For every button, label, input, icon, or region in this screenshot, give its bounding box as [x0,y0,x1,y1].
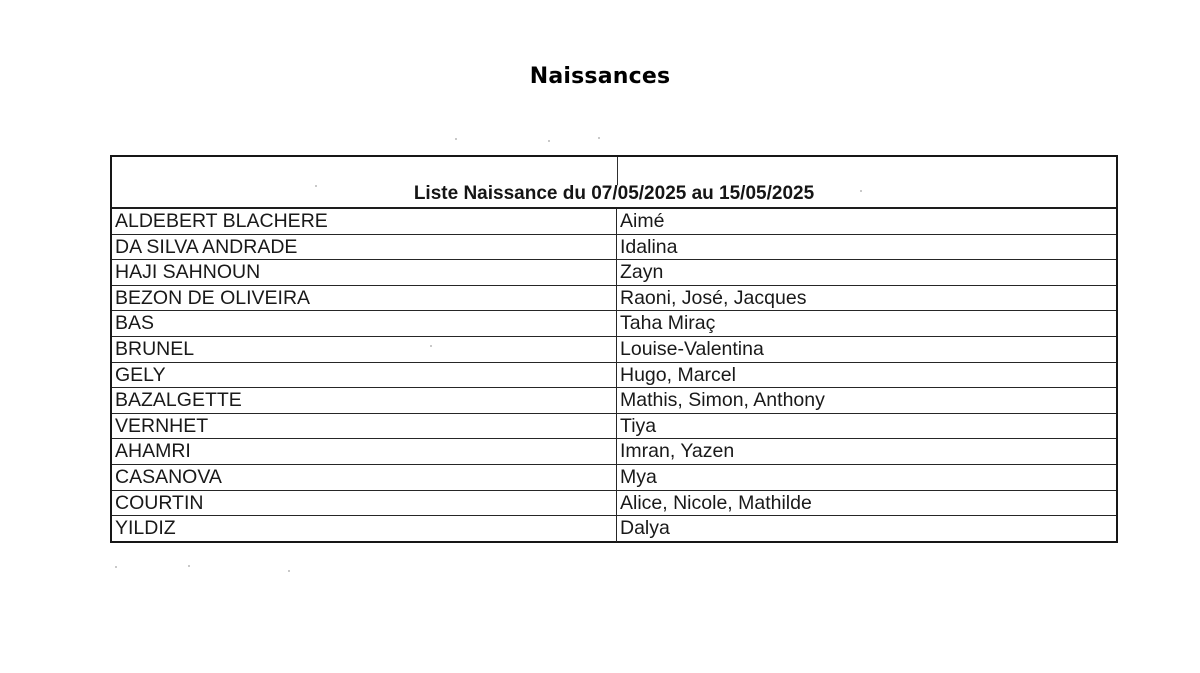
last-name-cell: VERNHET [112,414,617,439]
last-name-cell: COURTIN [112,491,617,516]
table-row [112,414,1116,440]
last-name-cell: GELY [112,363,617,388]
first-names-cell: Raoni, José, Jacques [620,286,807,309]
table-header [112,157,1116,209]
last-name-cell: DA SILVA ANDRADE [112,235,617,260]
table-row [112,363,1116,389]
first-names-cell: Idalina [620,235,678,258]
scan-speck [860,190,862,192]
first-names-cell: Imran, Yazen [620,440,735,463]
last-name-cell: BAZALGETTE [112,388,617,413]
scan-speck [598,137,600,139]
birth-list-table [110,155,1118,543]
table-row [112,491,1116,517]
header-column-divider [617,157,618,185]
last-name-cell: HAJI SAHNOUN [112,260,617,285]
last-name-cell: ALDEBERT BLACHERE [112,209,617,234]
first-names-cell: Louise-Valentina [620,337,764,360]
table-row [112,235,1116,261]
table-row [112,465,1116,491]
last-name-cell: BEZON DE OLIVEIRA [112,286,617,311]
first-names-cell: Alice, Nicole, Mathilde [620,491,812,514]
table-body [112,209,1116,542]
table-row [112,337,1116,363]
first-names-cell: Taha Miraç [620,312,716,335]
table-header-title: Liste Naissance du 07/05/2025 au 15/05/2025 [413,183,815,204]
first-names-cell: Tiya [620,414,657,437]
first-names-cell: Zayn [620,261,664,284]
scan-speck [315,185,317,187]
scan-speck [288,570,290,572]
scan-speck [548,140,550,142]
table-row [112,516,1116,542]
scan-speck [188,565,190,567]
first-names-cell: Hugo, Marcel [620,363,736,386]
last-name-cell: CASANOVA [112,465,617,490]
last-name-cell: AHAMRI [112,439,617,464]
table-row [112,439,1116,465]
table-row [112,311,1116,337]
last-name-cell: BRUNEL [112,337,617,362]
table-row [112,286,1116,312]
first-names-cell: Dalya [620,517,670,540]
first-names-cell: Mathis, Simon, Anthony [620,389,825,412]
last-name-cell: YILDIZ [112,516,617,542]
table-row [112,388,1116,414]
scan-speck [455,138,457,140]
first-names-cell: Aimé [620,210,665,232]
scan-speck [115,566,117,568]
last-name-cell: BAS [112,311,617,336]
first-names-cell: Mya [620,465,657,488]
page-title: Naissances [529,64,671,89]
table-row [112,209,1116,235]
scan-speck [430,345,432,347]
table-row [112,260,1116,286]
